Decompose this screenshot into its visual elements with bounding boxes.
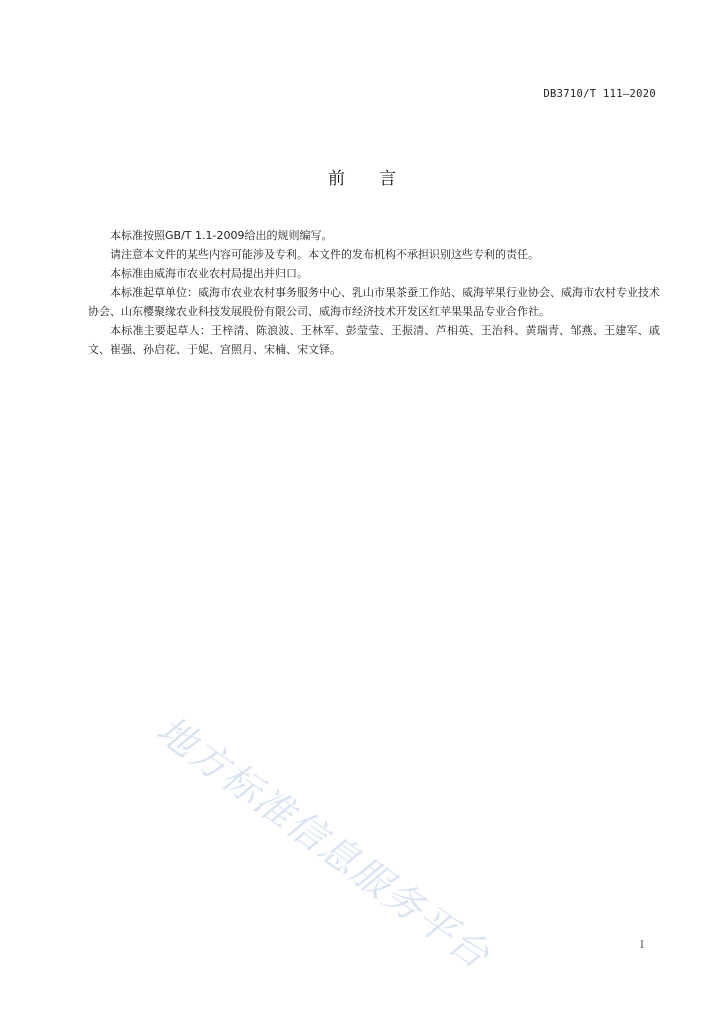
section-heading — [0, 164, 724, 189]
foreword-body — [88, 226, 660, 359]
heading-char-1: 前 — [328, 169, 345, 189]
paragraph-proposer: 本标准由威海市农业农村局提出并归口。 — [110, 267, 308, 280]
paragraph-patent-notice: 请注意本文件的某些内容可能涉及专利。本文件的发布机构不承担识别这些专利的责任。 — [110, 248, 539, 261]
page-number: I — [640, 940, 644, 951]
heading-char-2: 言 — [379, 169, 396, 189]
watermark-text: 地方标准信息服务平台 — [148, 707, 499, 979]
paragraph-drafting-units: 本标准起草单位：威海市农业农村事务服务中心、乳山市果茶蚕工作站、威海苹果行业协会、威海市农村专业技术协会、山东樱聚缘农业科技发展股份有限公司、威海市经济技术开发区红苹果果品专业合作社。 — [88, 286, 660, 318]
document-code: DB3710/T 111—2020 — [543, 88, 656, 100]
paragraph-drafting-rules: 本标准按照GB/T 1.1-2009给出的规则编写。 — [110, 229, 333, 242]
paragraph-drafters: 本标准主要起草人：王梓清、陈浪波、王林军、彭莹莹、王振清、芦相英、王治科、黄瑞青、邹燕、王建军、戚文、崔强、孙启花、于妮、宫照月、宋楠、宋文铎。 — [88, 324, 660, 356]
